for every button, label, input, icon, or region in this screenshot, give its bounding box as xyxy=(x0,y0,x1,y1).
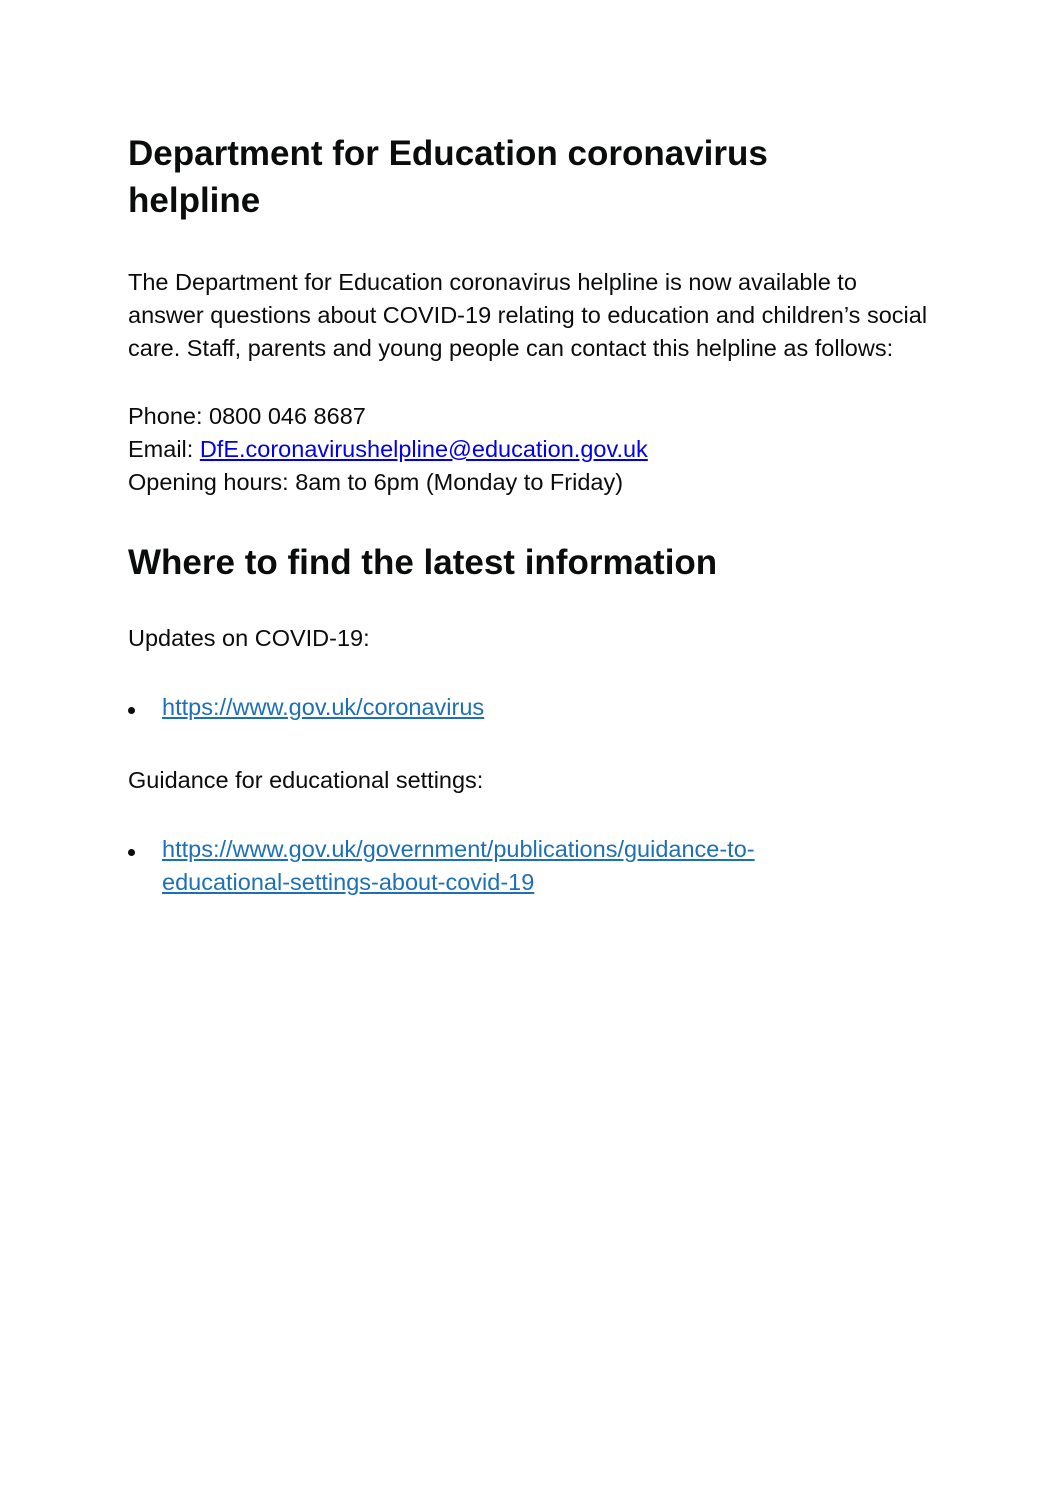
coronavirus-link[interactable]: https://www.gov.uk/coronavirus xyxy=(162,694,485,720)
updates-label: Updates on COVID-19: xyxy=(128,625,370,651)
bullet-icon xyxy=(128,707,135,714)
phone-line xyxy=(128,400,948,433)
page-title: Department for Education coronavirus helpline xyxy=(128,134,768,220)
bullet-icon xyxy=(128,849,135,856)
guidance-link-line-1: https://www.gov.uk/government/publications/guidance-to- xyxy=(162,836,755,862)
guidance-link[interactable] xyxy=(162,836,755,895)
intro-paragraph: The Department for Education coronavirus helpline is now available to answer questions about COVID-19 relating to education and children’s social care. Staff, parents and young people can contact this helpline as follows: xyxy=(128,269,928,361)
contact-details xyxy=(128,400,948,499)
list-item xyxy=(128,691,948,724)
guidance-link-list xyxy=(128,833,948,899)
section-heading-latest-info: Where to find the latest information xyxy=(128,543,718,582)
hours-value: 8am to 6pm (Monday to Friday) xyxy=(295,469,624,495)
guidance-link-line-2: educational-settings-about-covid-19 xyxy=(162,869,535,895)
email-line xyxy=(128,433,948,466)
email-link[interactable]: DfE.coronavirushelpline@education.gov.uk xyxy=(199,436,648,462)
hours-line xyxy=(128,466,948,499)
phone-number: 0800 046 8687 xyxy=(209,403,366,429)
guidance-label: Guidance for educational settings: xyxy=(128,767,484,793)
email-label: Email: xyxy=(128,436,194,462)
hours-label: Opening hours: xyxy=(128,469,289,495)
document-page xyxy=(128,130,948,939)
list-item xyxy=(128,833,948,899)
updates-link-list xyxy=(128,691,948,724)
phone-label: Phone: xyxy=(128,403,203,429)
